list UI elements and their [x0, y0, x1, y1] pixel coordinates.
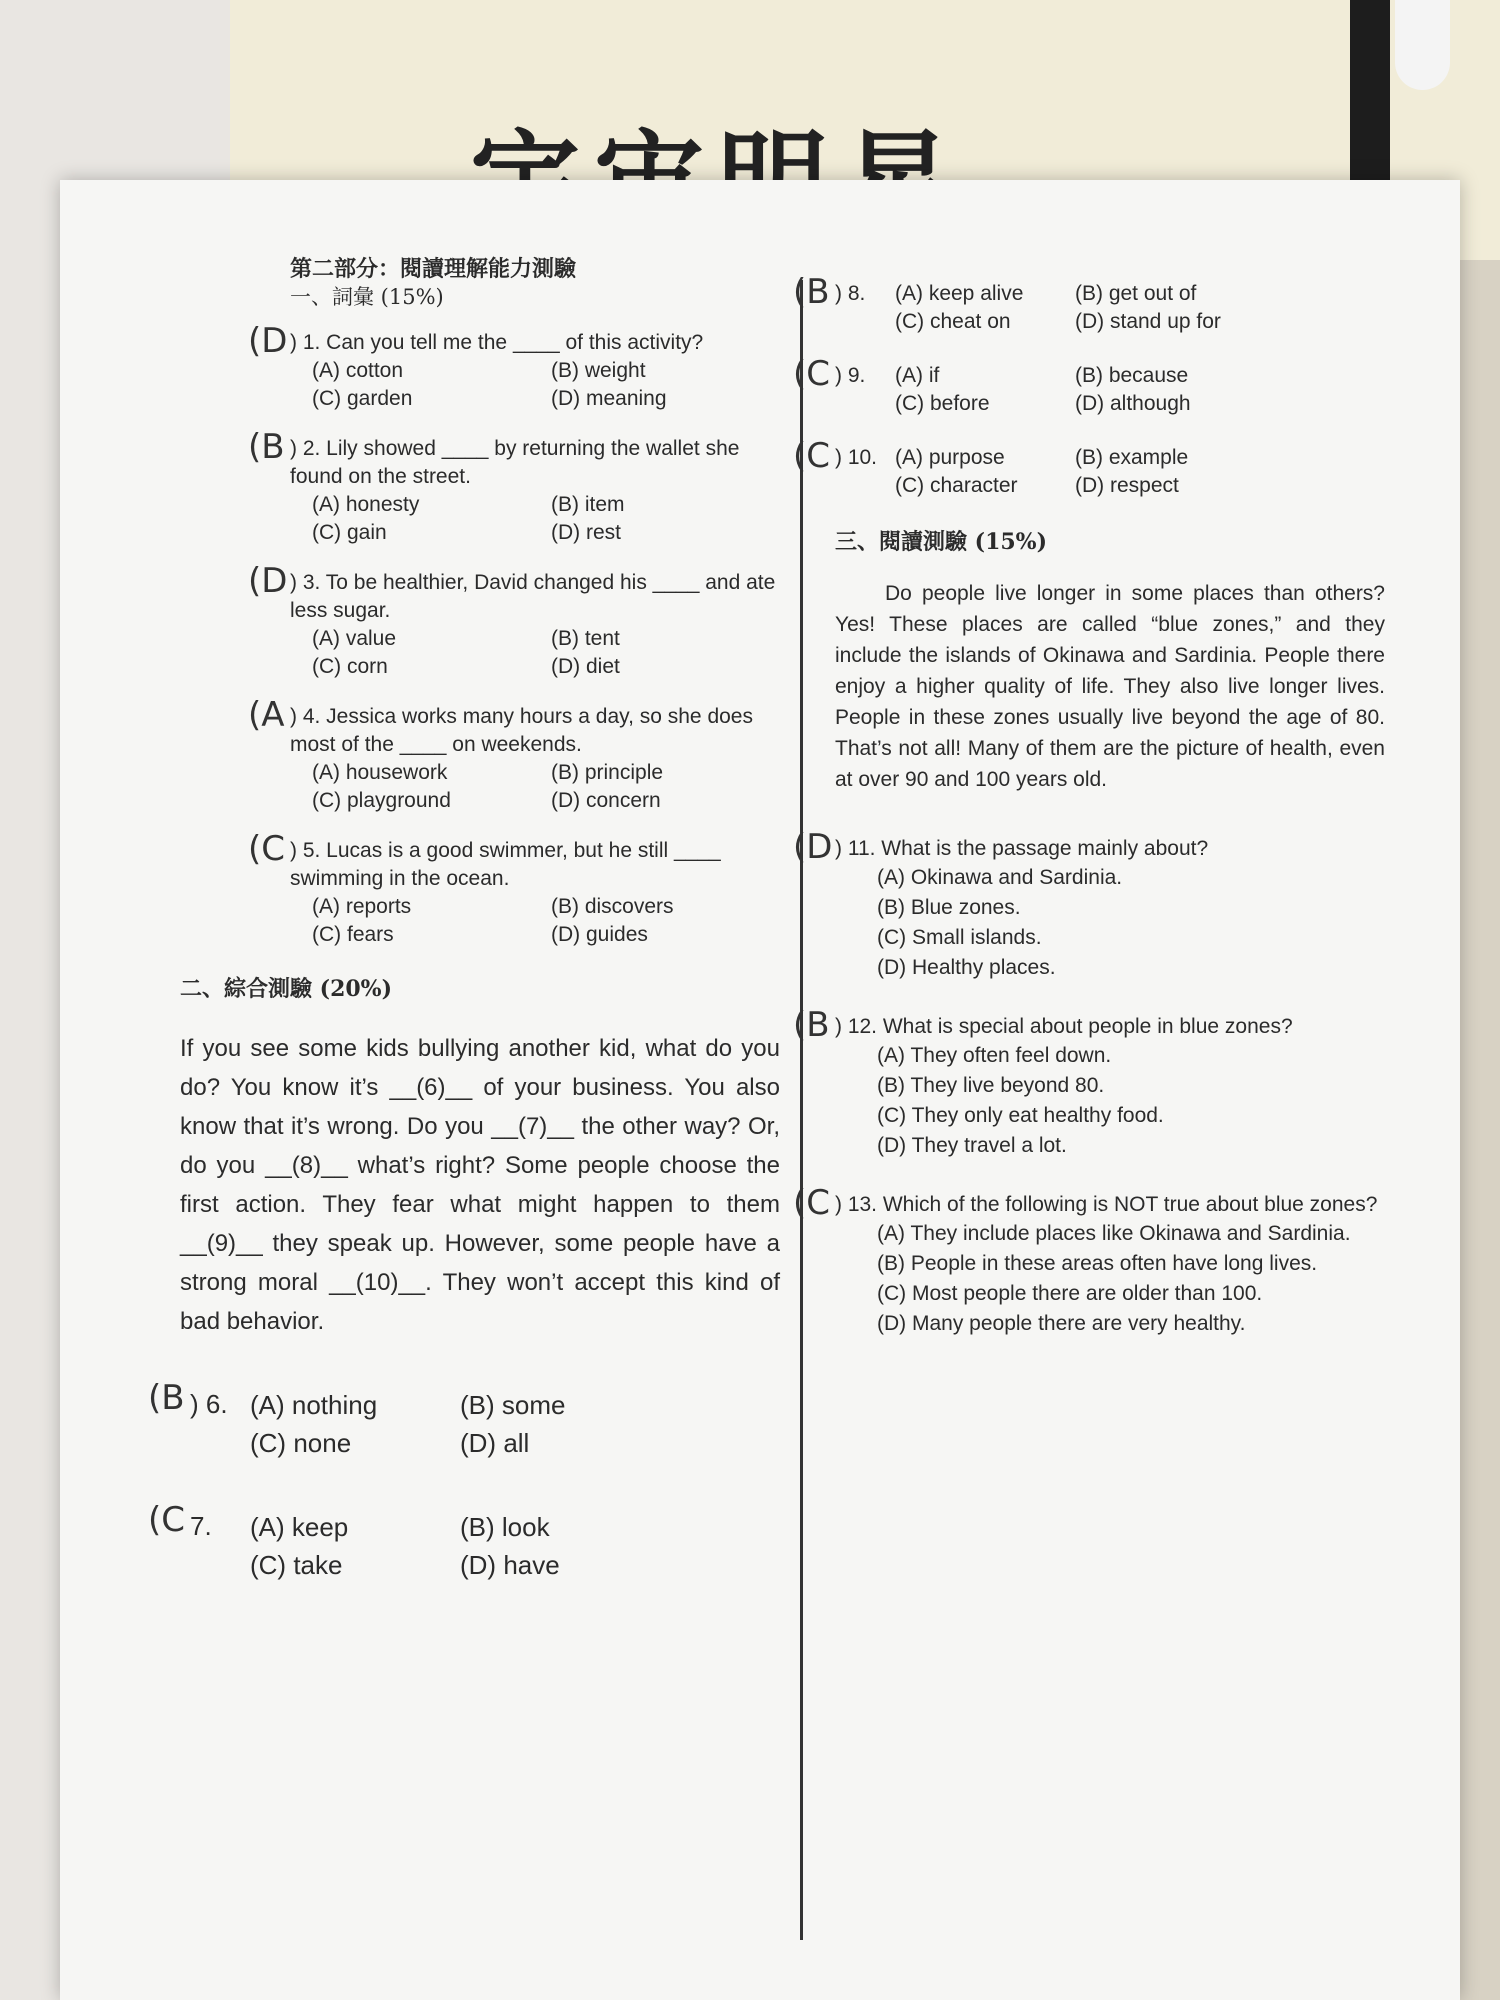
answer-option: (A) keep alive [895, 282, 1024, 305]
reading-passage: Do people live longer in some places than others? Yes! These places are called “blue zones,” and they include the islands of Okinawa and Sardinia. People there enjoy a higher quality of life. They also live longer lives. People in these zones usually live beyond the age of 80. That’s not all! Many of them are the picture of health, even at over 90 and 100 years old. [835, 582, 1385, 791]
answer-options [835, 1041, 1465, 1161]
answer-option: (A) nothing [250, 1390, 378, 1420]
question-stem: ) 4. Jessica works many hours a day, so she does most of the ____ on weekends. [290, 705, 753, 756]
answer-option: (C) before [895, 392, 990, 415]
reading-section-title: 三、閱讀測驗 (15%) [835, 529, 1047, 555]
answer-option: (C) cheat on [895, 310, 1011, 333]
answer-option: (A) purpose [895, 446, 1005, 469]
cloze-questions [148, 1378, 790, 1584]
answer-option: (A) cotton [312, 359, 404, 382]
answer-option: (B) tent [551, 627, 620, 650]
answer-option: (B) because [1075, 364, 1189, 387]
answer-option: (D) diet [551, 655, 620, 678]
handwritten-answer: (B [793, 1005, 830, 1045]
question-stem: ) 2. Lily showed ____ by returning the wallet she found on the street. [290, 437, 740, 488]
handwritten-answer: (C [793, 436, 831, 476]
question-item [793, 827, 1465, 983]
answer-option: (C) take [250, 1550, 343, 1580]
answer-option: (A) keep [250, 1512, 349, 1542]
cloze-passage: If you see some kids bullying another kid, what do you do? You know it’s __(6)__ of your business. You also know that it’s wrong. Do you __(7)__ the other way? Or, do you __(8)__ what’s right? Some people choose the first action. They fear what might happen to them __(9)__ they speak up. However, some people have a strong moral __(10)__. They won’t accept this kind of bad behavior. [180, 1035, 780, 1335]
answer-options [312, 893, 790, 949]
answer-options [312, 625, 790, 681]
answer-options [895, 362, 1255, 418]
reading-questions [793, 827, 1465, 1339]
question-item [248, 427, 790, 547]
handwritten-answer: (B [793, 272, 830, 312]
question-item [248, 561, 790, 681]
question-item [793, 272, 1465, 336]
answer-option: (A) reports [312, 895, 412, 918]
vocab-section-title: 一、詞彙 (15%) [290, 285, 444, 309]
answer-option: (C) fears [312, 923, 394, 946]
handwritten-answer: (B [248, 427, 285, 467]
question-stem: ) 1. Can you tell me the ____ of this activity? [290, 331, 704, 354]
question-item [248, 321, 790, 413]
answer-option: (C) gain [312, 521, 387, 544]
answer-option: (B) item [551, 493, 625, 516]
question-item [148, 1500, 790, 1584]
answer-option: (D) although [1075, 392, 1191, 415]
question-stem: ) 11. What is the passage mainly about? [835, 837, 1209, 860]
answer-option: (D) respect [1075, 474, 1179, 497]
answer-option: (C) character [895, 474, 1018, 497]
answer-options [895, 444, 1255, 500]
answer-option: (B) some [460, 1390, 566, 1420]
question-item [793, 1005, 1465, 1161]
part-title: 第二部分：閱讀理解能力測驗 [290, 256, 577, 282]
question-stem: ) 9. [835, 364, 866, 387]
answer-option: (A) if [895, 364, 940, 387]
answer-option: (D) stand up for [1075, 310, 1221, 333]
answer-option: (B) example [1075, 446, 1189, 469]
answer-options [835, 863, 1465, 983]
right-column [793, 272, 1465, 1369]
question-stem: ) 13. Which of the following is NOT true about blue zones? [835, 1193, 1378, 1216]
answer-options [895, 280, 1255, 336]
answer-option: (D) rest [551, 521, 621, 544]
answer-option: (B) discovers [551, 895, 674, 918]
pen-cap [1395, 0, 1450, 90]
question-stem: ) 6. [190, 1389, 228, 1419]
column-divider [800, 280, 803, 1940]
handwritten-answer: (B [148, 1378, 185, 1418]
handwritten-answer: (C [793, 1183, 831, 1223]
handwritten-answer: (D [248, 321, 288, 361]
handwritten-answer: (D [248, 561, 288, 601]
answer-option: (B) look [460, 1512, 550, 1542]
answer-option: (D) Many people there are very healthy. [877, 1312, 1246, 1335]
answer-options [312, 759, 790, 815]
answer-option: (D) concern [551, 789, 661, 812]
answer-option: (D) guides [551, 923, 648, 946]
question-stem: ) 5. Lucas is a good swimmer, but he still ____ swimming in the ocean. [290, 839, 721, 890]
question-item [148, 1378, 790, 1462]
answer-option: (A) housework [312, 761, 448, 784]
question-stem: ) 12. What is special about people in blue zones? [835, 1015, 1293, 1038]
question-stem: ) 3. To be healthier, David changed his ____ and ate less sugar. [290, 571, 776, 622]
answer-option: (C) playground [312, 789, 451, 812]
answer-option: (D) all [460, 1428, 530, 1458]
answer-option: (D) have [460, 1550, 560, 1580]
answer-options [835, 1219, 1465, 1339]
answer-option: (A) honesty [312, 493, 420, 516]
handwritten-answer: (D [793, 827, 833, 867]
answer-option: (B) They live beyond 80. [877, 1074, 1105, 1097]
question-item [248, 695, 790, 815]
question-stem: ) 10. [835, 446, 878, 469]
left-column [148, 255, 790, 1630]
question-item [793, 354, 1465, 418]
answer-option: (C) Small islands. [877, 926, 1042, 949]
answer-option: (B) Blue zones. [877, 896, 1021, 919]
handwritten-answer: (C [793, 354, 831, 394]
answer-option: (C) Most people there are older than 100. [877, 1282, 1263, 1305]
answer-options [312, 491, 790, 547]
answer-option: (D) meaning [551, 387, 667, 410]
answer-option: (D) They travel a lot. [877, 1134, 1067, 1157]
answer-options [312, 357, 790, 413]
cloze-questions-continued [793, 272, 1465, 500]
handwritten-answer: (C [248, 829, 286, 869]
answer-options [250, 1386, 670, 1462]
answer-option: (A) They include places like Okinawa and Sardinia. [877, 1222, 1351, 1245]
answer-option: (A) They often feel down. [877, 1044, 1112, 1067]
answer-option: (C) garden [312, 387, 413, 410]
answer-option: (C) They only eat healthy food. [877, 1104, 1164, 1127]
answer-option: (B) principle [551, 761, 664, 784]
question-item [793, 436, 1465, 500]
answer-option: (A) Okinawa and Sardinia. [877, 866, 1123, 889]
handwritten-answer: (C [148, 1500, 186, 1540]
answer-option: (B) get out of [1075, 282, 1197, 305]
cloze-section-title: 二、綜合測驗 (20%) [180, 976, 392, 1002]
question-stem: 7. [190, 1511, 212, 1541]
vocab-questions [248, 321, 790, 949]
answer-option: (A) value [312, 627, 397, 650]
question-item [248, 829, 790, 949]
question-stem: ) 8. [835, 282, 866, 305]
question-item [793, 1183, 1465, 1339]
answer-option: (B) People in these areas often have long lives. [877, 1252, 1318, 1275]
answer-options [250, 1508, 670, 1584]
handwritten-answer: (A [248, 695, 285, 735]
answer-option: (D) Healthy places. [877, 956, 1056, 979]
answer-option: (B) weight [551, 359, 646, 382]
answer-option: (C) none [250, 1428, 352, 1458]
answer-option: (C) corn [312, 655, 388, 678]
